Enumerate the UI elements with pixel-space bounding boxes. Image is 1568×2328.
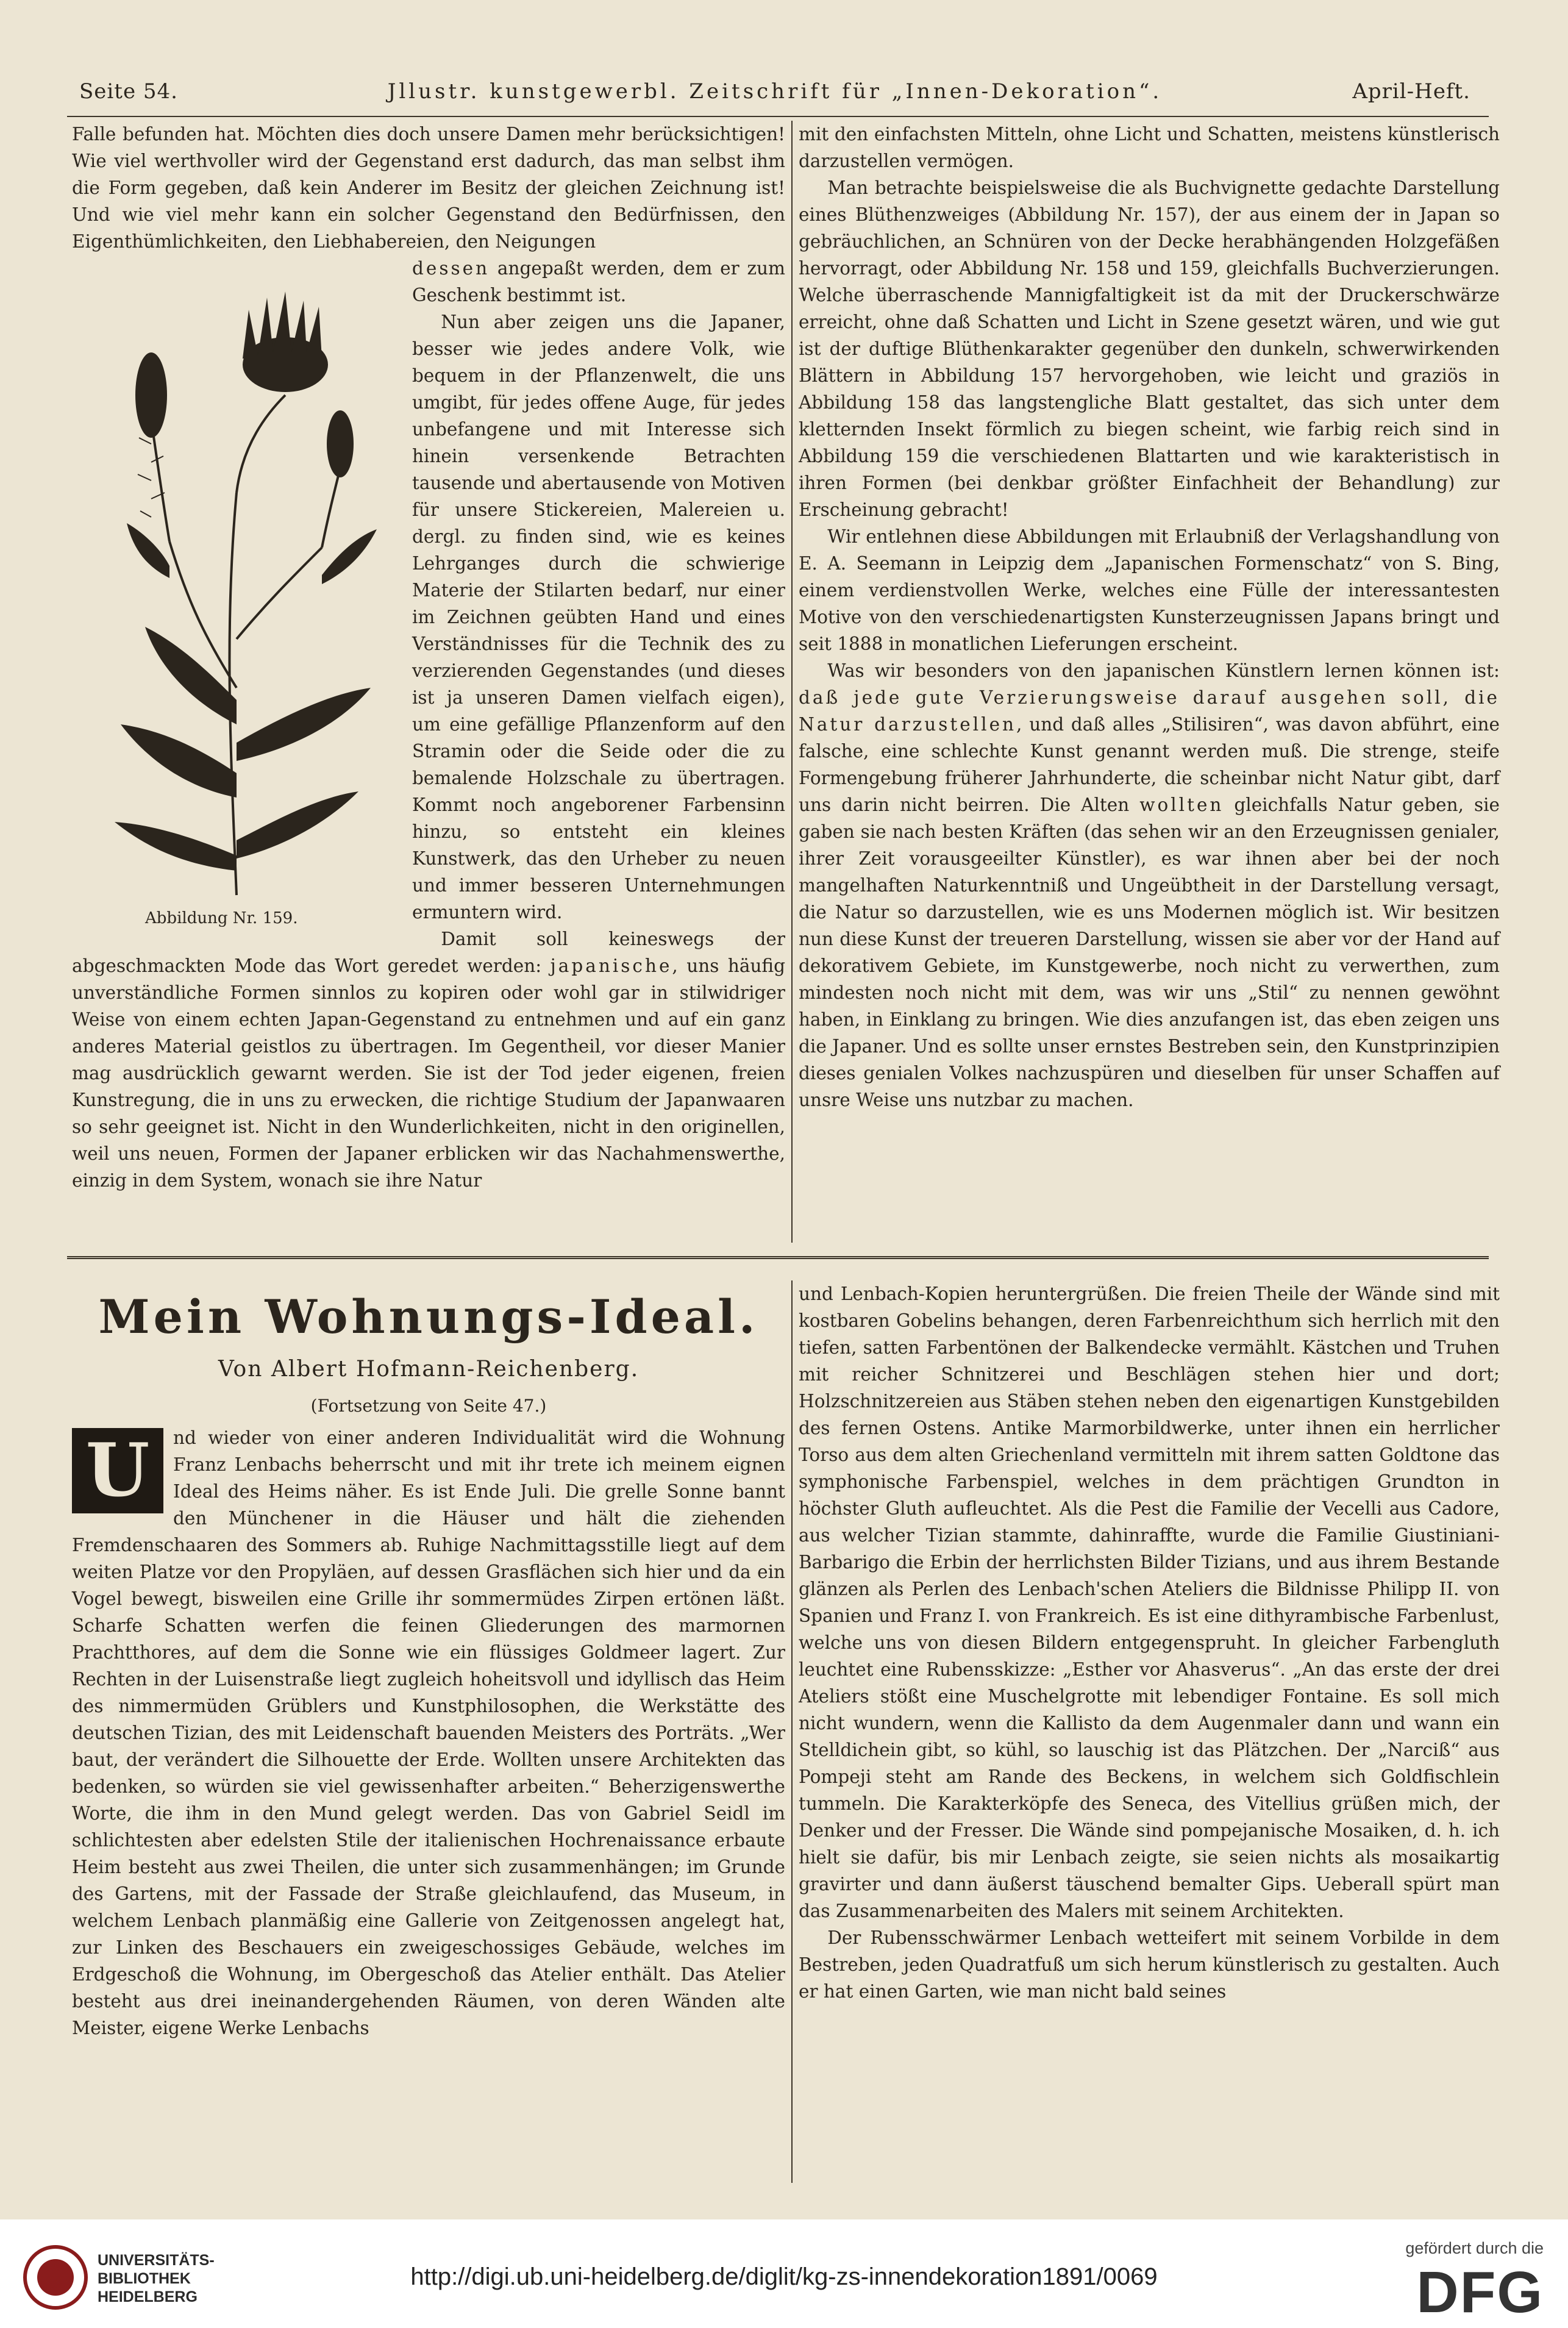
paragraph: U nd wieder von einer anderen Individualität wird die Wohnung Franz Lenbachs beherrscht und mit ihr trete ich meinem eignen Ideal des Heims näher. Es ist Ende Juli. Die grelle Sonne bannt den Münchener in die Häuser und hält die ziehenden Fremdenschaaren des Sommers ab. Ruhige Nachmittagsstille liegt auf dem weiten Platze vor den Propyläen, auf dessen Grasflächen sich hier und da ein Vogel bewegt, bisweilen eine Grille ihr sommermüdes Zirpen ertönen läßt. Scharfe Schatten werfen die feinen Gliederungen des marmornen Prachtthores, auf dem die Sonne wie ein flüssiges Goldmeer lagert. Zur Rechten in der Luisenstraße liegt zugleich hoheitsvoll und idyllisch das Heim des nimmermüden Grüblers und Kunstphilosophen, die Werkstätte des deutschen Tizian, des mit Leidenschaft bauenden Meisters des Porträts. „Wer baut, der verändert die Silhouette der Erde. Wollten unsere Architekten das bedenken, so würden sie viel gewissenhafter arbeiten.“ Beherzigenswerthe Worte, die ihm in den Mund gelegt werden. Das von Gabriel Seidl im schlichtesten aber edelsten Stile der italienischen Hochrenaissance erbaute Heim besteht aus zwei Theilen, die unter sich zusammenhängen; im Grunde des Gartens, mit der Fassade der Straße gleichlaufend, das Museum, in welchem Lenbach planmäßig eine Gallerie von Zeitgenossen angelegt hat, zur Linken des Beschauers ein zweigeschossiges Gebäude, welches im Erdgeschoß die Wohnung, im Obergeschoß das Atelier enthält. Das Atelier besteht aus drei ineinandergehenden Räumen, von deren Wänden alte Meister, eigene Werke Lenbachs xyxy=(72,1427,785,2038)
paragraph: Nun aber zeigen uns die Japaner, besser wie jedes andere Volk, wie bequem in der Pflanzenwelt, die uns umgibt, für jedes offene Auge, für jedes unbefangene und mit Interesse sich hinein versenkende Betrachten tausende und abertausende von Motiven für unsere Stickereien, Malereien u. dergl. zu finden sind, wie es keines Lehrganges durch die schwierige Materie der Stilarten bedarf, nur einer im Zeichnen geübten Hand und eines Verständnisses für die Technik des zu verzierenden Gegenstandes (und dieses ist ja unseren Damen vielfach eigen), um eine gefällige Pflanzenform auf den Stramin oder die Seide oder die zu bemalende Holzschale zu übertragen. Kommt noch angeborener Farbensinn hinzu, so entsteht ein kleines Kunstwerk, das den Urheber zu neuen und immer besseren Unternehmungen ermuntern wird. xyxy=(412,312,785,923)
column-divider xyxy=(791,1280,793,2183)
drop-cap: U xyxy=(72,1428,163,1513)
section-rule xyxy=(67,1256,1489,1259)
paragraph: Damit soll keineswegs der abgeschmackten Mode das Wort geredet werden: japanische, uns häufig unverständliche Formen sinnlos zu kopiren oder wohl gar in stilwidriger Weise von einem echten Japan-Gegenstand zu entnehmen und auf ein ganz anderes Material geistlos zu übertragen. Im Gegentheil, vor dieser Manier mag ausdrücklich gewarnt werden. Sie ist der Tod jeder eigenen, freien Kunstregung, die in uns zu erwecken, die richtige Studium der Japanwaaren so sehr geeignet ist. Nicht in den Wunderlichkeiten, nicht in den originellen, weil uns neuen, Formen der Japaner erblicken wir das Nachahmenswerthe, einzig in dem System, wonach sie ihre Natur xyxy=(72,929,785,1191)
column-bottom-left xyxy=(72,1280,785,2189)
dfg-logo: DFG xyxy=(1416,2260,1544,2325)
paragraph: und Lenbach-Kopien heruntergrüßen. Die freien Theile der Wände sind mit kostbaren Gobelins behangen, deren Farbenreichthum sich herrlich mit den tiefen, satten Farbentönen der Balkendecke vermählt. Kästchen und Truhen mit reicher Schnitzerei und Beschlägen stehen hier und dort; Holzschnitzereien aus Stäben stehen neben den eigenartigen Kunstgebilden des fernen Ostens. Antike Marmorbildwerke, unter ihnen ein herrlicher Torso aus dem alten Griechenland vermitteln mit ihrem satten Goldtone das symphonische Farbenspiel, welches in dem prächtigen Grundton in höchster Gluth aufleuchtet. Als die Pest die Familie der Vecelli aus Cadore, aus welcher Tizian stammte, dahinraffte, wurde die Familie Giustiniani-Barbarigo die Erbin der herrlichsten Bilder Tizians, und aus ihrem Bestande glänzen als Perlen des Lenbach'schen Ateliers die Bildnisse Philipp II. von Spanien und Franz I. von Frankreich. Es ist eine dithyrambische Farbenlust, welche uns von diesen Bildern entgegenspruht. In gleicher Farbengluth leuchtet eine Rubensskizze: „Esther vor Ahasverus“. „An das erste der drei Ateliers stößt eine Muschelgrotte mit lebendiger Fontaine. Es soll mich nicht wundern, wenn die Kallisto da dem Augenmaler dann und wann ein Stelldichein gibt, so kühl, so lauschig ist das Plätzchen. Der „Narciß“ aus Pompeji steht am Rande des Beckens, in welchem sich Goldfischlein tummeln. Die Karakterköpfe des Seneca, des Vitellius grüßen mich, der Denker und der Fresser. Die Wände sind pompejanische Mosaiken, d. h. ich hielt sie dafür, bis mir Lenbach zeigte, sie seien nichts als mosaikartig gravirter und dann äußerst täuschend bemalter Gips. Ueberall spürt man das Zusammenarbeiten des Malers mit seinem Architekten. xyxy=(799,1284,1500,1921)
column-bottom-right xyxy=(799,1280,1500,2189)
paragraph: Falle befunden hat. Möchten dies doch unsere Damen mehr berücksichtigen! Wie viel werthvoller wird der Gegenstand erst dadurch, das man selbst ihm die Form gegeben, daß kein Anderer im Besitz der gleichen Zeichnung ist! Und wie viel mehr kann ein solcher Gegenstand den Bedürfnissen, den Eigenthümlichkeiten, den Liebhabereien, den Neigungen xyxy=(72,124,785,252)
running-header xyxy=(79,72,1470,113)
journal-title: Jllustr. kunstgewerbl. Zeitschrift für „Innen-Dekoration“. xyxy=(387,79,1163,104)
plant-illustration xyxy=(84,261,389,907)
article-title: Mein Wohnungs-Ideal. xyxy=(98,1290,759,1344)
paragraph: Wir entlehnen diese Abbildungen mit Erlaubniß der Verlagshandlung von E. A. Seemann in Leipzig dem „Japanischen Formenschatz“ von S. Bing, einem verdienstvollen Werke, welches eine Fülle der interessantesten Motive von den verschiedenartigsten Kunsterzeugnissen Japans bringt und seit 1888 in monatlichen Lieferungen erscheint. xyxy=(799,526,1500,654)
paragraph: mit den einfachsten Mitteln, ohne Licht und Schatten, meistens künstlerisch darzustellen vermögen. xyxy=(799,124,1500,171)
continuation-note: (Fortsetzung von Seite 47.) xyxy=(310,1396,547,1416)
paragraph: Der Rubensschwärmer Lenbach wetteifert mit seinem Vorbilde in dem Bestreben, jeden Quadratfuß um sich herum künstlerisch zu gestalten. Auch er hat einen Garten, wie man nicht bald seines xyxy=(799,1927,1500,2002)
column-top-right xyxy=(799,121,1500,1249)
source-url[interactable]: http://digi.ub.uni-heidelberg.de/diglit/kg-zs-innendekoration1891/0069 xyxy=(410,2263,1158,2290)
paragraph: Man betrachte beispielsweise die als Buchvignette gedachte Darstellung eines Blüthenzweiges (Abbildung Nr. 157), der aus einem der in Japan so gebräuchlichen, an Schnüren von der Decke herabhängenden Holzgefäßen hervorragt, oder Abbildung Nr. 158 und 159, gleichfalls Buchverzierungen. Welche überraschende Mannigfaltigkeit ist da mit der Druckerschwärze erreicht, ohne daß Schatten und Licht in Szene gesetzt wären, und wie gut ist der duftige Blüthenkarakter gegenüber den dunkeln, schwerwirkenden Blättern in Abbildung 157 hervorgehoben, wie leicht und graziös in Abbildung 158 das langstengliche Blatt gestaltet, das sich unter dem kletternden Insekt förmlich zu biegen scheint, wie farbig reich sind in Abbildung 159 die verschiedenen Blattarten und wie karakteristisch in ihren Formen (bei denkbar größter Einfachheit der Behandlung) zur Erscheinung gebracht! xyxy=(799,177,1500,520)
figure-caption: Abbildung Nr. 159. xyxy=(145,909,298,927)
header-rule xyxy=(67,116,1489,117)
article-author: Von Albert Hofmann-Reichenberg. xyxy=(218,1357,640,1382)
paragraph: Was wir besonders von den japanischen Künstlern lernen können ist: daß jede gute Verzierungsweise darauf ausgehen soll, die Natur darzustellen, und daß alles „Stilisiren“, was davon abführt, eine falsche, eine schlechte Kunst genannt werden muß. Die strenge, steife Formengebung früherer Jahrhunderte, die scheinbar nicht Natur gibt, darf uns darin nicht beirren. Die Alten wollten gleichfalls Natur geben, sie gaben sie nach besten Kräften (das sehen wir an den Erzeugnissen genialer, ihrer Zeit vorausgeeilter Künstler), es war ihnen aber bei der noch mangelhaften Naturkenntniß und Ungeübtheit in der Darstellung versagt, die Natur so darzustellen, wie es uns Modernen möglich ist. Wir besitzen nun diese Kunst der treueren Darstellung, wissen sie aber vor der Hand auf dekorativem Gebiete, im Kunstgewerbe, noch nicht zu verwerthen, zum mindesten noch nicht mit dem, was wir uns „Stil“ zu nennen gewöhnt haben, in Einklang zu bringen. Wie dies anzufangen ist, das eben zeigen uns die Japaner. Und es sollte unser ernstes Bestreben sein, den Kunstprinzipien dieses genialen Volkes nachzuspüren und dieselben für unser Schaffen auf unsre Weise uns nutzbar zu machen. xyxy=(799,660,1500,1110)
paragraph: dessen angepaßt werden, dem er zum Geschenk bestimmt ist. xyxy=(412,258,785,305)
funding-note: gefördert durch die xyxy=(1405,2239,1544,2257)
library-name: UNIVERSITÄTS- BIBLIOTHEK HEIDELBERG xyxy=(98,2252,215,2305)
column-top-left xyxy=(72,121,785,1249)
digitization-footer xyxy=(0,2219,1568,2328)
figure-159 xyxy=(72,255,401,938)
page-number: Seite 54. xyxy=(79,79,178,104)
issue-label: April-Heft. xyxy=(1352,79,1470,104)
column-divider xyxy=(791,121,793,1243)
